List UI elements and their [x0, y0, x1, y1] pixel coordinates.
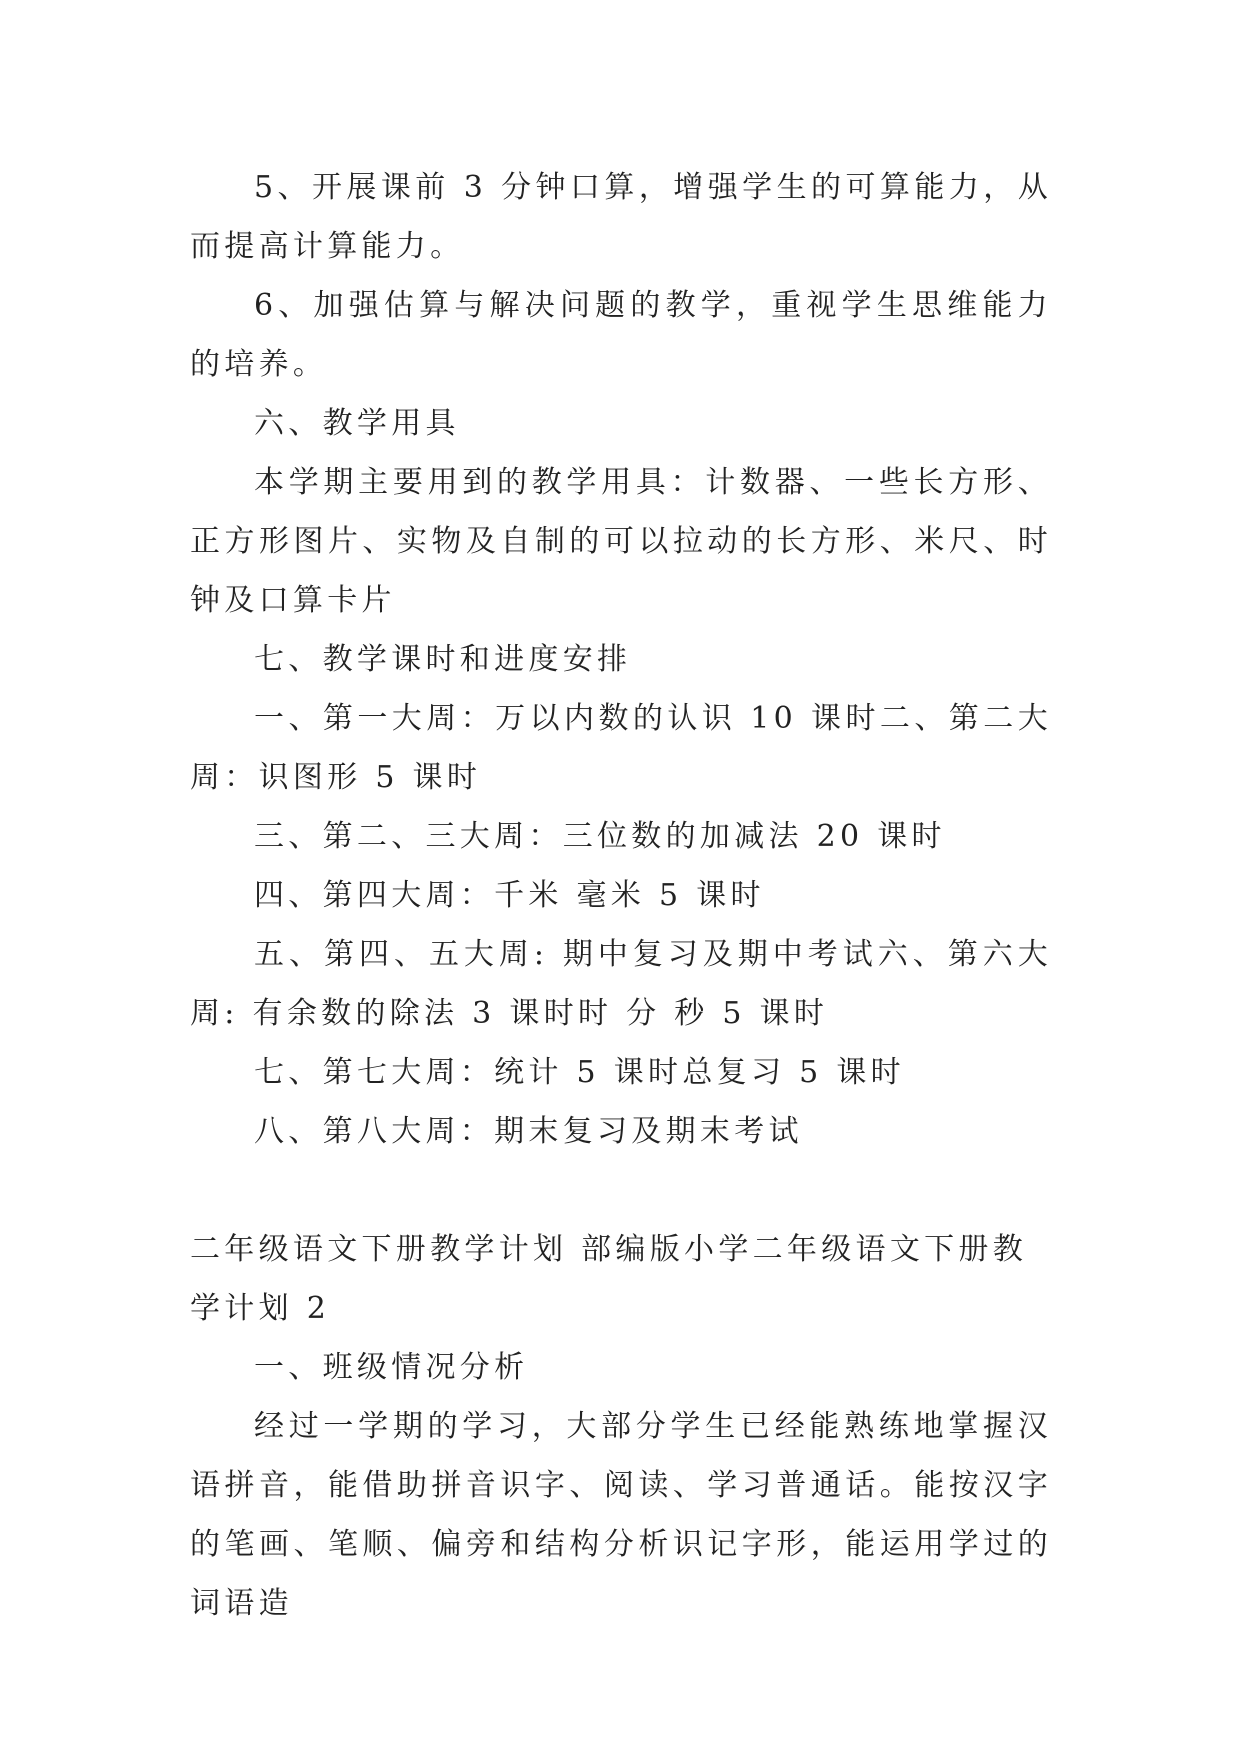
schedule-item: 四、第四大周：千米 毫米 5 课时: [254, 878, 765, 913]
paragraph-item-5: 5、开展课前 3 分钟口算，增强学生的可算能力，从而提高计算能力。: [190, 170, 1052, 264]
schedule-item: 七、第七大周：统计 5 课时总复习 5 课时: [254, 1055, 905, 1090]
paragraph-teaching-tools: 本学期主要用到的教学用具：计数器、一些长方形、正方形图片、实物及自制的可以拉动的长方形、米尺、时钟及口算卡片: [190, 465, 1052, 618]
paragraph-item-6: 6、加强估算与解决问题的教学，重视学生思维能力的培养。: [190, 288, 1052, 382]
heading-teaching-tools: 六、教学用具: [254, 406, 460, 441]
heading-schedule: 七、教学课时和进度安排: [254, 642, 632, 677]
schedule-item: 三、第二、三大周：三位数的加减法 20 课时: [254, 819, 946, 854]
heading-class-analysis: 一、班级情况分析: [254, 1350, 529, 1385]
document-body: [190, 158, 1052, 1633]
schedule-item: 八、第八大周：期末复习及期末考试: [254, 1114, 803, 1149]
schedule-item: 五、第四、五大周: 期中复习及期中考试六、第六大周: 有余数的除法 3 课时时 分 秒 5 课时: [190, 937, 1052, 1031]
schedule-item: 一、第一大周：万以内数的认识 10 课时二、第二大周：识图形 5 课时: [190, 701, 1052, 795]
paragraph-class-analysis: 经过一学期的学习，大部分学生已经能熟练地掌握汉语拼音，能借助拼音识字、阅读、学习普通话。能按汉字的笔画、笔顺、偏旁和结构分析识记字形，能运用学过的词语造: [190, 1409, 1052, 1621]
document-title: 二年级语文下册教学计划 部编版小学二年级语文下册教学计划 2: [190, 1232, 1028, 1326]
